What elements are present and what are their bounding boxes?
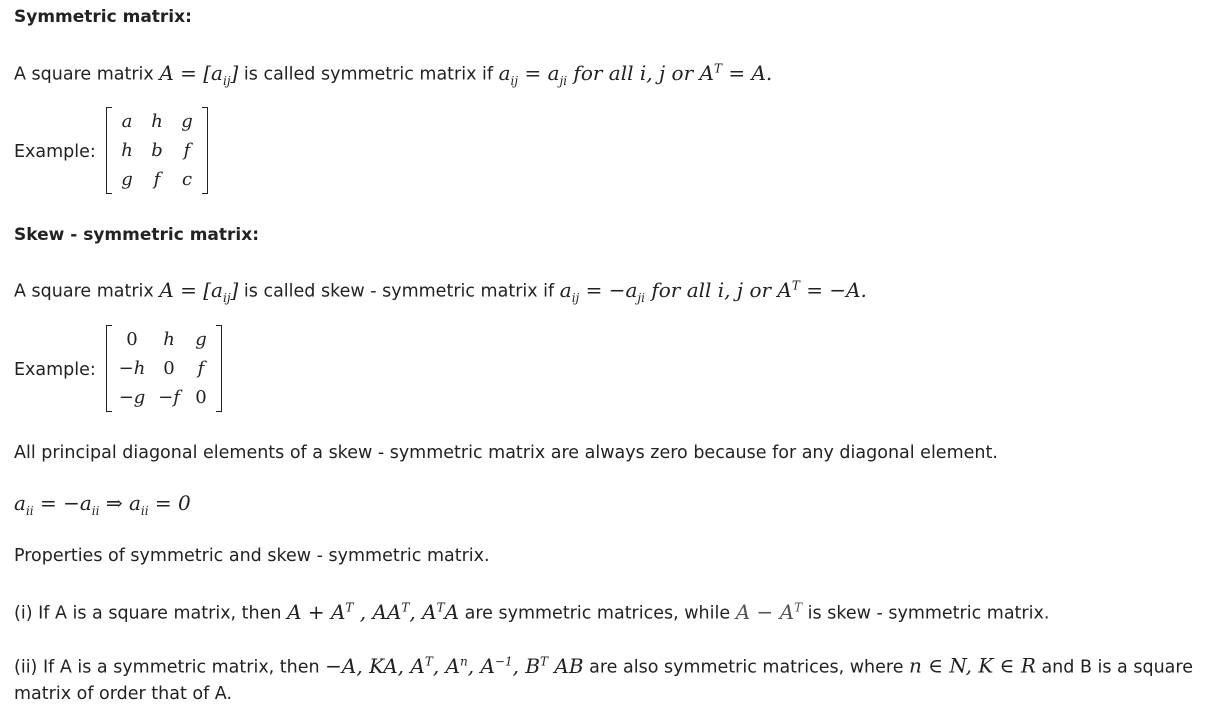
symmetric-example-matrix [106, 107, 208, 194]
matrix-cell: c [181, 169, 193, 190]
def-text-mid: is called symmetric matrix if [238, 64, 499, 85]
matrix-cell: h [151, 111, 163, 132]
skew-symmetric-heading: Skew - symmetric matrix: [14, 225, 259, 245]
matrix-cell: a [121, 111, 133, 132]
def-math: $A = [a_{ij}]$ [159, 60, 239, 88]
property-i: (i) If A is a square matrix, then $A + A^T$ , $AA^T$, $A^TA$ are symmetric matrices, while $A - A^T$ is skew - symmetric matrix. [14, 599, 1050, 624]
symmetric-definition [14, 56, 772, 93]
diagonal-equation: $a_{ii} = -a_{ii}$ ⇒ $a_{ii} = 0$ [14, 491, 191, 518]
def-condition: $a_{ij} = -a_{ji}$ for all i, j or $A^T = -A$. [559, 277, 867, 305]
def-text: A square matrix [14, 64, 160, 85]
example-label: Example: [14, 142, 96, 162]
skew-symmetric-definition [14, 273, 867, 310]
symmetric-heading: Symmetric matrix: [14, 7, 192, 27]
properties-heading: Properties of symmetric and skew - symmetric matrix. [14, 546, 490, 566]
matrix-cell: f [197, 358, 205, 379]
matrix-cell: 0 [195, 387, 207, 408]
matrix-cell: −g [118, 387, 146, 408]
matrix-cell: f [153, 169, 161, 190]
matrix-cell: −h [118, 358, 146, 379]
def-text: A square matrix [14, 281, 160, 302]
example-label: Example: [14, 360, 96, 380]
matrix-cell: b [151, 140, 163, 161]
matrix-cell: −f [158, 387, 180, 408]
matrix-cell: 0 [126, 329, 138, 350]
skew-example-matrix [106, 325, 222, 412]
property-ii: (ii) If A is a symmetric matrix, then −A, KA, $A^T$, $A^n$, $A^{-1}$, $B^T$ AB are also symmetric matrices, where n ∈ N, K ∈ R and B is a square matrix of order that of A. [14, 653, 1193, 704]
def-math: $A = [a_{ij}]$ [159, 277, 239, 305]
matrix-cell: g [181, 111, 193, 132]
matrix-cell: 0 [163, 358, 175, 379]
matrix-cell: g [195, 329, 207, 350]
def-condition: $a_{ij} = a_{ji}$ for all i, j or $A^T = A$. [498, 60, 773, 88]
matrix-cell: h [163, 329, 175, 350]
matrix-cell: g [121, 169, 133, 190]
matrix-cell: h [121, 140, 133, 161]
diagonal-statement: All principal diagonal elements of a skew - symmetric matrix are always zero because for any diagonal element. [14, 443, 998, 463]
matrix-cell: f [183, 140, 191, 161]
def-text-mid: is called skew - symmetric matrix if [238, 281, 560, 302]
